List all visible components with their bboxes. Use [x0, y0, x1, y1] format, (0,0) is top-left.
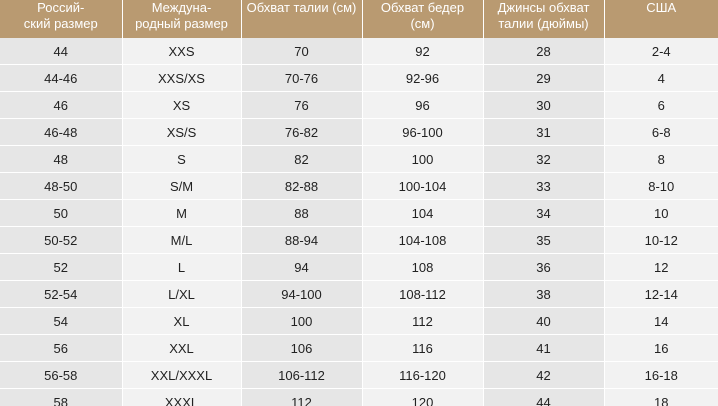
hips-cm-cell: 104-108	[362, 227, 483, 254]
table-row	[0, 308, 718, 335]
table-row	[0, 335, 718, 362]
usa-size-cell: 12	[604, 254, 718, 281]
table-row	[0, 65, 718, 92]
jeans-waist-cell: 42	[483, 362, 604, 389]
usa-size-cell: 10	[604, 200, 718, 227]
header-hips-cm: Обхват бедер (см)	[362, 0, 483, 38]
hips-cm-cell: 100-104	[362, 173, 483, 200]
international-size-cell: XS	[122, 92, 241, 119]
international-size-cell: S/M	[122, 173, 241, 200]
international-size-cell: S	[122, 146, 241, 173]
table-header	[0, 0, 718, 38]
table-body	[0, 38, 718, 406]
table-row	[0, 146, 718, 173]
international-size-cell: M/L	[122, 227, 241, 254]
waist-cm-cell: 70	[241, 38, 362, 65]
hips-cm-cell: 104	[362, 200, 483, 227]
international-size-cell: XS/S	[122, 119, 241, 146]
usa-size-cell: 16	[604, 335, 718, 362]
jeans-waist-cell: 32	[483, 146, 604, 173]
waist-cm-cell: 88	[241, 200, 362, 227]
usa-size-cell: 8	[604, 146, 718, 173]
russian-size-cell: 56	[0, 335, 122, 362]
usa-size-cell: 8-10	[604, 173, 718, 200]
international-size-cell: XXS/XS	[122, 65, 241, 92]
table-row	[0, 38, 718, 65]
table-row	[0, 173, 718, 200]
header-russian-size: Россий- ский размер	[0, 0, 122, 38]
usa-size-cell: 6-8	[604, 119, 718, 146]
hips-cm-cell: 116	[362, 335, 483, 362]
waist-cm-cell: 112	[241, 389, 362, 406]
jeans-waist-cell: 41	[483, 335, 604, 362]
waist-cm-cell: 82	[241, 146, 362, 173]
hips-cm-cell: 108	[362, 254, 483, 281]
international-size-cell: XXL/XXXL	[122, 362, 241, 389]
russian-size-cell: 48	[0, 146, 122, 173]
waist-cm-cell: 106-112	[241, 362, 362, 389]
usa-size-cell: 6	[604, 92, 718, 119]
russian-size-cell: 50	[0, 200, 122, 227]
waist-cm-cell: 100	[241, 308, 362, 335]
table-row	[0, 92, 718, 119]
hips-cm-cell: 92	[362, 38, 483, 65]
table-row	[0, 389, 718, 406]
russian-size-cell: 56-58	[0, 362, 122, 389]
header-row	[0, 0, 718, 38]
russian-size-cell: 46-48	[0, 119, 122, 146]
international-size-cell: L	[122, 254, 241, 281]
usa-size-cell: 14	[604, 308, 718, 335]
waist-cm-cell: 76	[241, 92, 362, 119]
waist-cm-cell: 70-76	[241, 65, 362, 92]
waist-cm-cell: 88-94	[241, 227, 362, 254]
russian-size-cell: 52	[0, 254, 122, 281]
international-size-cell: XL	[122, 308, 241, 335]
jeans-waist-cell: 38	[483, 281, 604, 308]
hips-cm-cell: 96	[362, 92, 483, 119]
russian-size-cell: 44-46	[0, 65, 122, 92]
russian-size-cell: 44	[0, 38, 122, 65]
hips-cm-cell: 92-96	[362, 65, 483, 92]
hips-cm-cell: 112	[362, 308, 483, 335]
jeans-waist-cell: 36	[483, 254, 604, 281]
international-size-cell: XXS	[122, 38, 241, 65]
hips-cm-cell: 120	[362, 389, 483, 406]
jeans-waist-cell: 40	[483, 308, 604, 335]
waist-cm-cell: 106	[241, 335, 362, 362]
table-row	[0, 200, 718, 227]
waist-cm-cell: 76-82	[241, 119, 362, 146]
table-row	[0, 362, 718, 389]
international-size-cell: XXL	[122, 335, 241, 362]
russian-size-cell: 54	[0, 308, 122, 335]
usa-size-cell: 10-12	[604, 227, 718, 254]
usa-size-cell: 16-18	[604, 362, 718, 389]
usa-size-cell: 18	[604, 389, 718, 406]
waist-cm-cell: 94-100	[241, 281, 362, 308]
jeans-waist-cell: 30	[483, 92, 604, 119]
jeans-waist-cell: 29	[483, 65, 604, 92]
hips-cm-cell: 108-112	[362, 281, 483, 308]
table-row	[0, 281, 718, 308]
jeans-waist-cell: 33	[483, 173, 604, 200]
international-size-cell: XXXL	[122, 389, 241, 406]
header-usa-size: США	[604, 0, 718, 38]
usa-size-cell: 2-4	[604, 38, 718, 65]
waist-cm-cell: 82-88	[241, 173, 362, 200]
jeans-waist-cell: 31	[483, 119, 604, 146]
table-row	[0, 227, 718, 254]
international-size-cell: L/XL	[122, 281, 241, 308]
international-size-cell: M	[122, 200, 241, 227]
russian-size-cell: 48-50	[0, 173, 122, 200]
hips-cm-cell: 96-100	[362, 119, 483, 146]
header-international-size: Междуна- родный размер	[122, 0, 241, 38]
waist-cm-cell: 94	[241, 254, 362, 281]
russian-size-cell: 52-54	[0, 281, 122, 308]
usa-size-cell: 4	[604, 65, 718, 92]
usa-size-cell: 12-14	[604, 281, 718, 308]
table-row	[0, 254, 718, 281]
jeans-waist-cell: 44	[483, 389, 604, 406]
jeans-waist-cell: 34	[483, 200, 604, 227]
jeans-waist-cell: 35	[483, 227, 604, 254]
jeans-waist-cell: 28	[483, 38, 604, 65]
hips-cm-cell: 100	[362, 146, 483, 173]
header-waist-cm: Обхват талии (см)	[241, 0, 362, 38]
header-jeans-waist-inches: Джинсы обхват талии (дюймы)	[483, 0, 604, 38]
hips-cm-cell: 116-120	[362, 362, 483, 389]
table-row	[0, 119, 718, 146]
russian-size-cell: 58	[0, 389, 122, 406]
russian-size-cell: 50-52	[0, 227, 122, 254]
russian-size-cell: 46	[0, 92, 122, 119]
